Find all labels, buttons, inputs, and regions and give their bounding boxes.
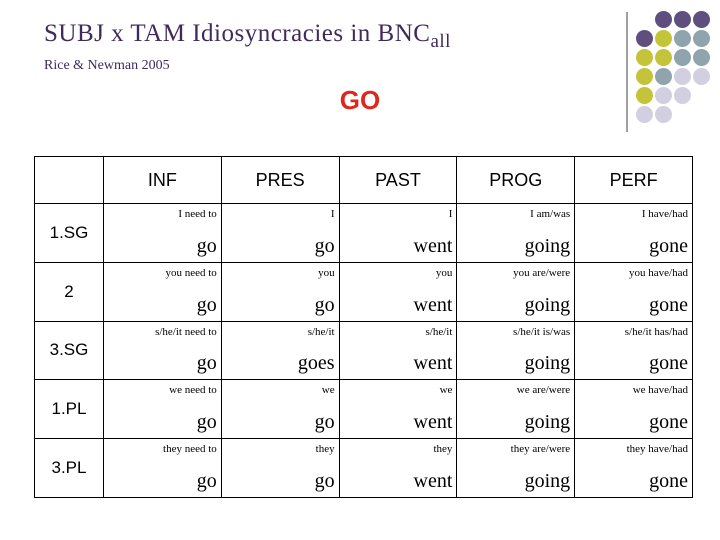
verb-form: go: [196, 470, 217, 492]
verb-form: going: [524, 470, 571, 492]
column-header: PROG: [457, 157, 575, 204]
table-cell: [457, 439, 575, 498]
subject-phrase: you are/were: [513, 266, 571, 279]
decorative-dot: [655, 30, 672, 47]
table-cell: [221, 380, 339, 439]
verb-form: go: [196, 352, 217, 375]
decorative-dot: [655, 68, 672, 85]
table-row: [35, 204, 693, 263]
table-corner: [35, 157, 104, 204]
decorative-dot: [636, 30, 653, 47]
decorative-dot: [655, 49, 672, 66]
row-header: 2: [35, 262, 104, 321]
decorative-dot: [674, 30, 691, 47]
decorative-dot: [693, 49, 710, 66]
column-header: PRES: [221, 157, 339, 204]
decorative-dot: [693, 30, 710, 47]
verb-form: gone: [649, 234, 688, 257]
subject-phrase: we need to: [169, 384, 217, 397]
table-cell: [104, 204, 222, 263]
decorative-dot: [674, 11, 691, 28]
verb-form: gone: [649, 470, 688, 492]
slide-title: [44, 20, 451, 52]
table-cell: [339, 204, 457, 263]
row-header: 3.PL: [35, 439, 104, 498]
subject-phrase: s/he/it: [425, 325, 453, 338]
decorative-dot: [674, 49, 691, 66]
subject-phrase: you: [318, 266, 335, 279]
verb-form: going: [524, 411, 571, 434]
table-cell: [457, 262, 575, 321]
subject-phrase: you need to: [165, 266, 217, 279]
subject-phrase: you: [435, 266, 453, 279]
table-cell: [457, 321, 575, 380]
subject-phrase: s/he/it: [307, 325, 335, 338]
verb-form: go: [314, 411, 335, 434]
verb-form: go: [314, 470, 335, 492]
subject-phrase: they have/had: [626, 443, 688, 456]
table-cell: [221, 262, 339, 321]
subject-phrase: I need to: [178, 208, 217, 220]
verb-form: go: [314, 293, 335, 316]
column-header: PAST: [339, 157, 457, 204]
table-cell: [457, 204, 575, 263]
table-cell: [575, 380, 693, 439]
decorative-dot: [693, 68, 710, 85]
subject-phrase: I have/had: [641, 208, 688, 220]
verb-form: go: [196, 293, 217, 316]
verb-heading: [0, 85, 720, 116]
row-header: 3.SG: [35, 321, 104, 380]
subject-phrase: they are/were: [510, 443, 571, 456]
verb-form: go: [196, 234, 217, 257]
table-cell: [575, 321, 693, 380]
slide-subtitle: Rice & Newman 2005: [44, 58, 170, 73]
title-subscript: all: [430, 31, 451, 52]
table-row: [35, 439, 693, 498]
verb-form: going: [524, 234, 571, 257]
table-cell: [457, 380, 575, 439]
table-cell: [104, 262, 222, 321]
verb-form: go: [196, 411, 217, 434]
subject-phrase: they: [433, 443, 453, 456]
verb-form: gone: [649, 352, 688, 375]
verb-form: going: [524, 352, 571, 375]
verb-form: went: [413, 293, 453, 316]
table-cell: [339, 262, 457, 321]
table-row: [35, 321, 693, 380]
decorative-dot: [636, 49, 653, 66]
subject-phrase: s/he/it is/was: [513, 325, 571, 338]
table-row: [35, 380, 693, 439]
verb-heading-text: GO: [339, 85, 381, 115]
subject-phrase: we: [321, 384, 335, 397]
decorative-dot: [655, 11, 672, 28]
subject-phrase: s/he/it has/had: [624, 325, 688, 338]
verb-form: went: [413, 352, 453, 375]
conjugation-table: [34, 156, 693, 498]
table-body: [35, 204, 693, 498]
table-cell: [339, 380, 457, 439]
decorative-dot: [674, 68, 691, 85]
table-cell: [104, 439, 222, 498]
verb-form: go: [314, 234, 335, 257]
column-header: PERF: [575, 157, 693, 204]
decorative-dot: [693, 11, 710, 28]
verb-form: going: [524, 293, 571, 316]
decorative-dot: [636, 68, 653, 85]
table-cell: [221, 439, 339, 498]
subject-phrase: they need to: [163, 443, 217, 456]
table-cell: [575, 204, 693, 263]
table-cell: [221, 204, 339, 263]
table-header-row: [35, 157, 693, 204]
subject-phrase: you have/had: [629, 266, 688, 279]
table-cell: [575, 439, 693, 498]
table-cell: [339, 321, 457, 380]
verb-form: went: [413, 234, 453, 257]
verb-form: went: [413, 411, 453, 434]
subject-phrase: we have/had: [632, 384, 688, 397]
title-main: SUBJ x TAM Idiosyncracies in BNC: [44, 20, 431, 47]
subject-phrase: I: [448, 208, 453, 220]
subject-phrase: we: [439, 384, 453, 397]
table-cell: [339, 439, 457, 498]
table-row: [35, 262, 693, 321]
table-cell: [104, 380, 222, 439]
table-cell: [104, 321, 222, 380]
subject-phrase: I: [330, 208, 335, 220]
subject-phrase: s/he/it need to: [155, 325, 217, 338]
subject-phrase: they: [315, 443, 335, 456]
table-cell: [221, 321, 339, 380]
table-cell: [575, 262, 693, 321]
verb-form: went: [413, 470, 453, 492]
row-header: 1.PL: [35, 380, 104, 439]
subject-phrase: I am/was: [530, 208, 571, 220]
verb-form: gone: [649, 411, 688, 434]
verb-form: goes: [297, 352, 335, 375]
verb-form: gone: [649, 293, 688, 316]
row-header: 1.SG: [35, 204, 104, 263]
subject-phrase: we are/were: [516, 384, 571, 397]
column-header: INF: [104, 157, 222, 204]
